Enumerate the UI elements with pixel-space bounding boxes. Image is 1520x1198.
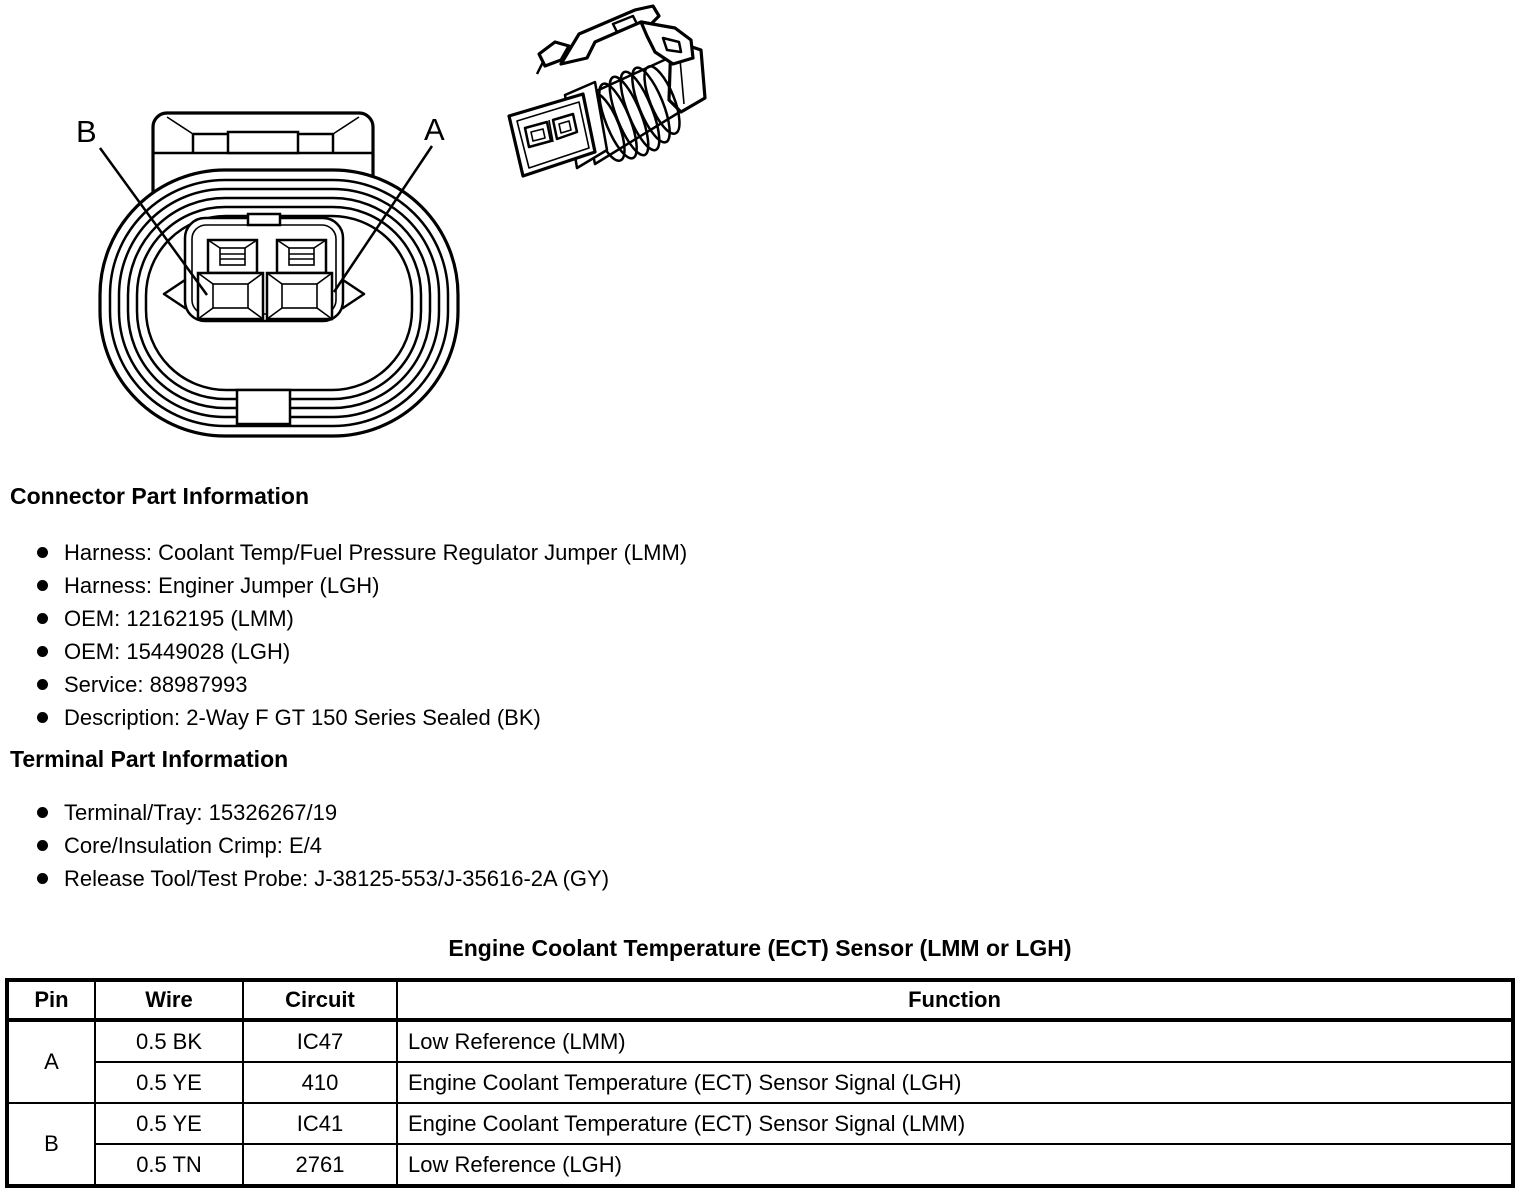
function-cell: Engine Coolant Temperature (ECT) Sensor Signal (LGH) bbox=[397, 1062, 1513, 1103]
function-cell: Low Reference (LGH) bbox=[397, 1144, 1513, 1186]
bullet-icon bbox=[37, 646, 48, 657]
connector-info-list bbox=[0, 536, 687, 734]
bullet-icon bbox=[37, 807, 48, 818]
list-item-text: Harness: Enginer Jumper (LGH) bbox=[64, 572, 380, 598]
table-header-row bbox=[7, 980, 1513, 1020]
list-item bbox=[0, 796, 609, 829]
circuit-cell: 2761 bbox=[243, 1144, 397, 1186]
list-item bbox=[0, 536, 687, 569]
table-row bbox=[7, 1103, 1513, 1144]
terminal-b bbox=[198, 240, 263, 319]
wire-cell: 0.5 YE bbox=[95, 1062, 243, 1103]
list-item-text: Description: 2-Way F GT 150 Series Sealed (BK) bbox=[64, 704, 541, 730]
bullet-icon bbox=[37, 547, 48, 558]
terminal-a bbox=[267, 240, 332, 319]
list-item bbox=[0, 862, 609, 895]
list-item bbox=[0, 668, 687, 701]
bullet-icon bbox=[37, 679, 48, 690]
table-row bbox=[7, 1020, 1513, 1062]
list-item-text: Core/Insulation Crimp: E/4 bbox=[64, 832, 322, 858]
pin-cell: A bbox=[7, 1020, 95, 1103]
list-item bbox=[0, 635, 687, 668]
pin-a-label: A bbox=[424, 112, 445, 147]
table-title: Engine Coolant Temperature (ECT) Sensor (LMM or LGH) bbox=[448, 935, 1072, 961]
connector-front-view-diagram bbox=[60, 88, 480, 448]
col-header-circuit: Circuit bbox=[243, 980, 397, 1020]
circuit-cell: 410 bbox=[243, 1062, 397, 1103]
section-heading-terminal-part-info: Terminal Part Information bbox=[10, 746, 289, 772]
bullet-icon bbox=[37, 712, 48, 723]
wire-cell: 0.5 YE bbox=[95, 1103, 243, 1144]
bullet-icon bbox=[37, 873, 48, 884]
list-item-text: OEM: 12162195 (LMM) bbox=[64, 605, 294, 631]
col-header-function: Function bbox=[397, 980, 1513, 1020]
list-item-text: Release Tool/Test Probe: J-38125-553/J-35616-2A (GY) bbox=[64, 865, 610, 891]
function-cell: Engine Coolant Temperature (ECT) Sensor Signal (LMM) bbox=[397, 1103, 1513, 1144]
list-item-text: Service: 88987993 bbox=[64, 671, 248, 697]
terminal-info-list bbox=[0, 796, 609, 895]
list-item-text: Terminal/Tray: 15326267/19 bbox=[64, 799, 338, 825]
ect-sensor-pinout-table bbox=[5, 978, 1515, 1188]
pin-b-label: B bbox=[76, 114, 97, 149]
col-header-wire: Wire bbox=[95, 980, 243, 1020]
bullet-icon bbox=[37, 580, 48, 591]
list-item bbox=[0, 602, 687, 635]
wire-cell: 0.5 TN bbox=[95, 1144, 243, 1186]
list-item bbox=[0, 701, 687, 734]
bottom-notch bbox=[237, 390, 290, 424]
mating-face bbox=[509, 82, 607, 176]
table-row bbox=[7, 1144, 1513, 1186]
list-item-text: Harness: Coolant Temp/Fuel Pressure Regulator Jumper (LMM) bbox=[64, 539, 688, 565]
section-heading-connector-part-info: Connector Part Information bbox=[10, 483, 310, 509]
circuit-cell: IC41 bbox=[243, 1103, 397, 1144]
table-row bbox=[7, 1062, 1513, 1103]
list-item-text: OEM: 15449028 (LGH) bbox=[64, 638, 291, 664]
col-header-pin: Pin bbox=[7, 980, 95, 1020]
bullet-icon bbox=[37, 840, 48, 851]
function-cell: Low Reference (LMM) bbox=[397, 1020, 1513, 1062]
list-item bbox=[0, 829, 609, 862]
wire-cell: 0.5 BK bbox=[95, 1020, 243, 1062]
circuit-cell: IC47 bbox=[243, 1020, 397, 1062]
connector-side-view-diagram bbox=[495, 0, 735, 200]
pin-cell: B bbox=[7, 1103, 95, 1186]
list-item bbox=[0, 569, 687, 602]
bullet-icon bbox=[37, 613, 48, 624]
